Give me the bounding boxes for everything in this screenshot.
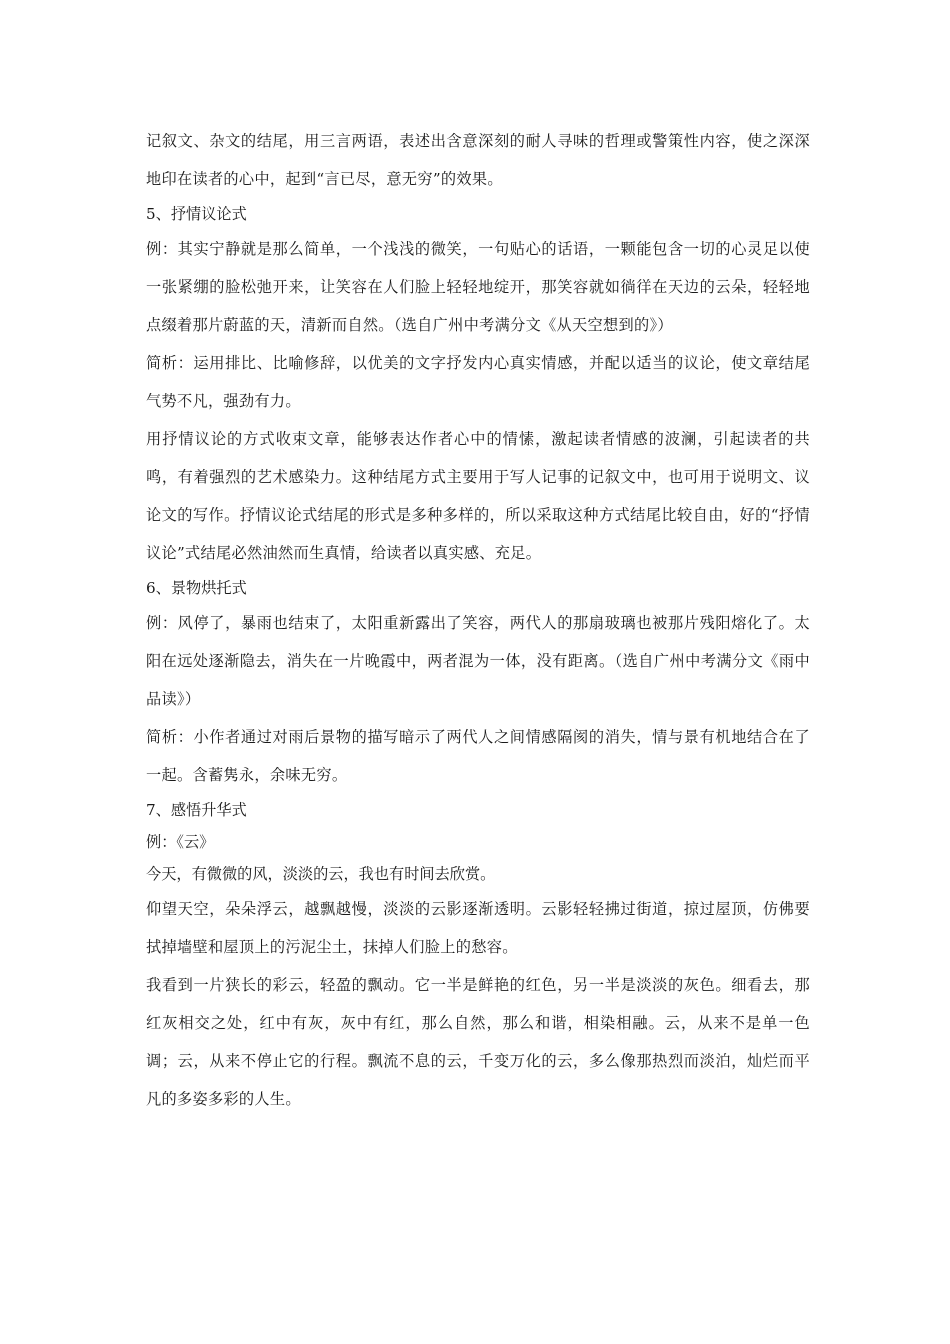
section-heading-5: 5、抒情议论式 (146, 205, 247, 223)
analysis-paragraph-6: 简析：小作者通过对雨后景物的描写暗示了两代人之间情感隔阂的消失，情与景有机地结合在了一起。含蓄隽永，余味无穷。 (146, 728, 810, 784)
section-heading-6: 6、景物烘托式 (146, 579, 247, 597)
document-page (146, 122, 810, 1118)
explanation-paragraph-5: 用抒情议论的方式收束文章，能够表达作者心中的情愫，激起读者情感的波澜，引起读者的共鸣，有着强烈的艺术感染力。这种结尾方式主要用于写人记事的记叙文中，也可用于说明文、议论文的写作。抒情议论式结尾的形式是多种多样的，所以采取这种方式结尾比较自由，好的“抒情议论”式结尾必然油然而生真情，给读者以真实感、充足。 (146, 430, 810, 562)
analysis-paragraph-5: 简析：运用排比、比喻修辞，以优美的文字抒发内心真实情感，并配以适当的议论，使文章结尾气势不凡，强劲有力。 (146, 354, 810, 410)
example-paragraph-7-3: 我看到一片狭长的彩云，轻盈的飘动。它一半是鲜艳的红色，另一半是淡淡的灰色。细看去，那红灰相交之处，红中有灰，灰中有红，那么自然，那么和谐，相染相融。云，从来不是单一色调；云，从来不停止它的行程。飘流不息的云，千变万化的云，多么像那热烈而淡泊，灿烂而平凡的多姿多彩的人生。 (146, 976, 810, 1108)
example-paragraph-7-2: 仰望天空，朵朵浮云，越飘越慢，淡淡的云影逐渐透明。云影轻轻拂过街道，掠过屋顶，仿佛要拭掉墙壁和屋顶上的污泥尘土，抹掉人们脸上的愁容。 (146, 900, 810, 956)
section-heading-7: 7、感悟升华式 (146, 801, 247, 819)
example-line-7-1: 今天，有微微的风，淡淡的云，我也有时间去欣赏。 (146, 865, 496, 883)
example-title-7: 例：《云》 (146, 833, 215, 851)
example-paragraph-5: 例：其实宁静就是那么简单，一个浅浅的微笑，一句贴心的话语，一颗能包含一切的心灵足以使一张紧绷的脸松弛开来，让笑容在人们脸上轻轻地绽开，那笑容就如徜徉在天边的云朵，轻轻地点缀着那片蔚蓝的天，清新而自然。（选自广州中考满分文《从天空想到的》） (146, 240, 810, 334)
paragraph-1: 记叙文、杂文的结尾，用三言两语，表述出含意深刻的耐人寻味的哲理或警策性内容，使之深深地印在读者的心中，起到“言已尽，意无穷”的效果。 (146, 132, 810, 188)
example-paragraph-6: 例：风停了，暴雨也结束了，太阳重新露出了笑容，两代人的那扇玻璃也被那片残阳熔化了。太阳在远处逐渐隐去，消失在一片晚霞中，两者混为一体，没有距离。（选自广州中考满分文《雨中品读》） (146, 614, 810, 708)
